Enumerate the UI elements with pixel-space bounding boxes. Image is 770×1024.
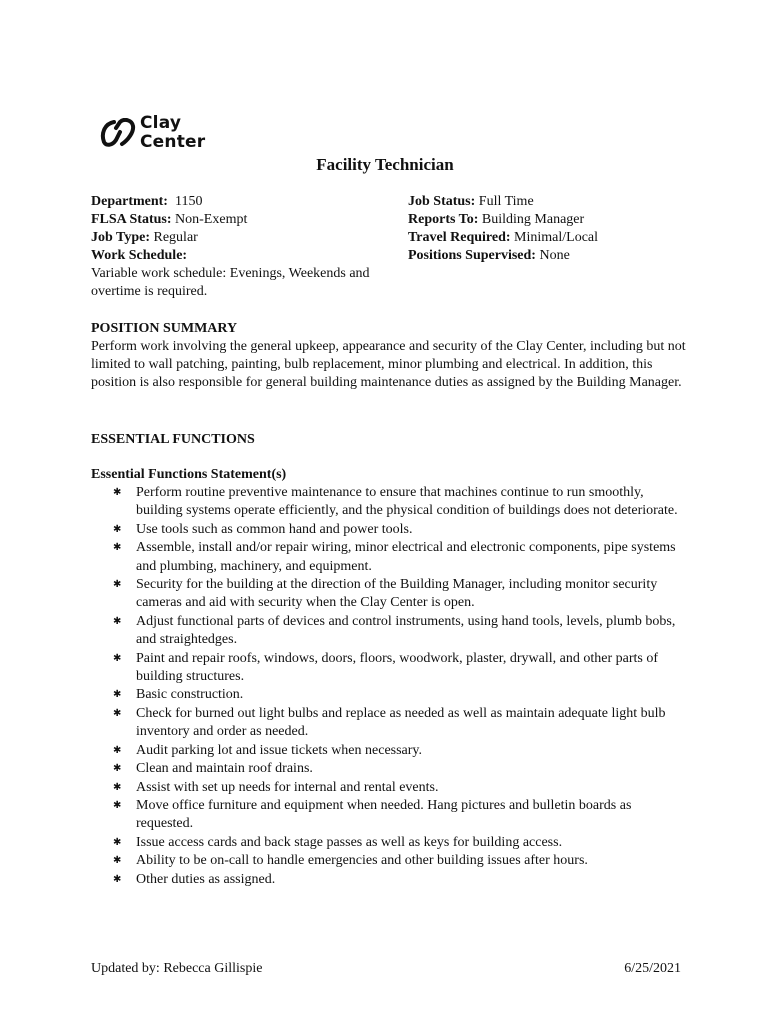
bullet-icon: ✱ [113, 744, 122, 756]
supervised-row [408, 247, 688, 265]
bullet-icon: ✱ [113, 487, 122, 498]
logo-line-2: Center [140, 132, 206, 152]
bullet-icon: ✱ [113, 855, 122, 867]
left-meta-block [91, 193, 381, 301]
travel-value: Minimal/Local [514, 230, 599, 245]
bullet-icon: ✱ [113, 689, 122, 701]
function-text: Use tools such as common hand and power tools. [136, 521, 413, 537]
supervised-value: None [539, 248, 570, 263]
function-list-item [91, 613, 691, 650]
function-list-item [91, 871, 691, 889]
bullet-icon: ✱ [113, 542, 122, 554]
function-list-item [91, 650, 691, 687]
supervised-label: Positions Supervised: [408, 248, 536, 263]
reports-to-row [408, 211, 688, 229]
bullet-icon: ✱ [113, 615, 122, 627]
flsa-label: FLSA Status: [91, 212, 172, 227]
jobtype-value: Regular [153, 230, 198, 245]
function-text: Basic construction. [136, 687, 244, 703]
function-text: Other duties as assigned. [136, 871, 276, 887]
logo-line-1: Clay [140, 113, 182, 133]
updated-date: 6/25/2021 [624, 961, 681, 976]
function-list-item [91, 760, 691, 778]
bullet-icon: ✱ [113, 579, 122, 591]
jobtype-label: Job Type: [91, 230, 150, 245]
essential-functions-subheading: Essential Functions Statement(s) [91, 467, 287, 482]
position-summary-body: Perform work involving the general upkeep, appearance and security of the Clay Center, including but not limited to wall patching, painting, bulb replacement, minor plumbing and electrical. In addition, this position is also responsible for general building maintenance duties as assigned by the Building Manager. [91, 339, 686, 390]
flsa-row [91, 211, 381, 229]
essential-functions-heading: ESSENTIAL FUNCTIONS [91, 432, 255, 447]
reports-to-value: Building Manager [481, 212, 585, 227]
function-text: Assist with set up needs for internal and rental events. [136, 779, 439, 795]
function-list-item [91, 797, 691, 834]
function-text: Assemble, install and/or repair wiring, minor electrical and electronic components, pipe systems and plumbing, machinery, and equipment. [136, 540, 676, 574]
function-text: Audit parking lot and issue tickets when necessary. [136, 742, 423, 758]
department-label: Department: [91, 194, 168, 209]
function-list-item [91, 484, 691, 521]
function-text: Issue access cards and back stage passes as well as keys for building access. [136, 834, 563, 850]
function-text: Move office furniture and equipment when needed. Hang pictures and bulletin boards as requested. [136, 797, 632, 832]
function-list-item [91, 521, 691, 539]
function-list-item [91, 705, 691, 742]
travel-row [408, 229, 688, 247]
essential-functions-list [91, 484, 691, 889]
travel-label: Travel Required: [408, 230, 511, 245]
job-status-row [408, 193, 688, 211]
function-list-item [91, 852, 691, 870]
function-list-item [91, 576, 691, 613]
department-row [91, 193, 381, 211]
flsa-value: Non-Exempt [175, 212, 248, 227]
function-list-item [91, 742, 691, 760]
bullet-icon: ✱ [113, 523, 122, 535]
function-text: Adjust functional parts of devices and control instruments, using hand tools, levels, plumb bobs, and straightedges. [136, 613, 676, 648]
position-summary-heading: POSITION SUMMARY [91, 321, 238, 336]
logo-wordmark [140, 114, 205, 152]
clay-center-logo-mark-icon [100, 118, 138, 150]
bullet-icon: ✱ [113, 799, 122, 811]
bullet-icon: ✱ [113, 707, 122, 719]
function-text: Perform routine preventive maintenance to ensure that machines continue to run smoothly, building systems operate efficiently, and the physical condition of buildings does not deteriorate. [136, 485, 678, 519]
function-text: Clean and maintain roof drains. [136, 761, 313, 777]
function-list-item [91, 686, 691, 704]
right-meta-block [408, 193, 688, 265]
reports-to-label: Reports To: [408, 212, 479, 227]
jobtype-row [91, 229, 381, 247]
schedule-label: Work Schedule: [91, 248, 188, 263]
function-text: Security for the building at the direction of the Building Manager, including monitor security cameras and aid with security when the Clay Center is open. [136, 577, 658, 611]
job-status-value: Full Time [478, 194, 534, 209]
bullet-icon: ✱ [113, 763, 122, 775]
page-title: Facility Technician [316, 155, 454, 174]
function-list-item [91, 834, 691, 852]
function-list-item [91, 779, 691, 797]
position-summary-section [91, 320, 691, 392]
updated-by: Updated by: Rebecca Gillispie [91, 961, 263, 976]
function-text: Check for burned out light bulbs and replace as needed as well as maintain adequate light bulb inventory and order as needed. [136, 705, 666, 740]
bullet-icon: ✱ [113, 836, 122, 848]
function-text: Ability to be on-call to handle emergencies and other building issues after hours. [136, 853, 588, 869]
bullet-icon: ✱ [113, 873, 122, 885]
schedule-value: Variable work schedule: Evenings, Weekends and overtime is required. [91, 266, 370, 299]
function-list-item [91, 539, 691, 576]
job-status-label: Job Status: [408, 194, 476, 209]
clay-center-logo [100, 114, 220, 156]
schedule-row [91, 247, 381, 265]
bullet-icon: ✱ [113, 781, 122, 793]
function-text: Paint and repair roofs, windows, doors, floors, woodwork, plaster, drywall, and other parts of building structures. [136, 650, 658, 685]
department-value: 1150 [174, 194, 203, 209]
bullet-icon: ✱ [113, 652, 122, 664]
